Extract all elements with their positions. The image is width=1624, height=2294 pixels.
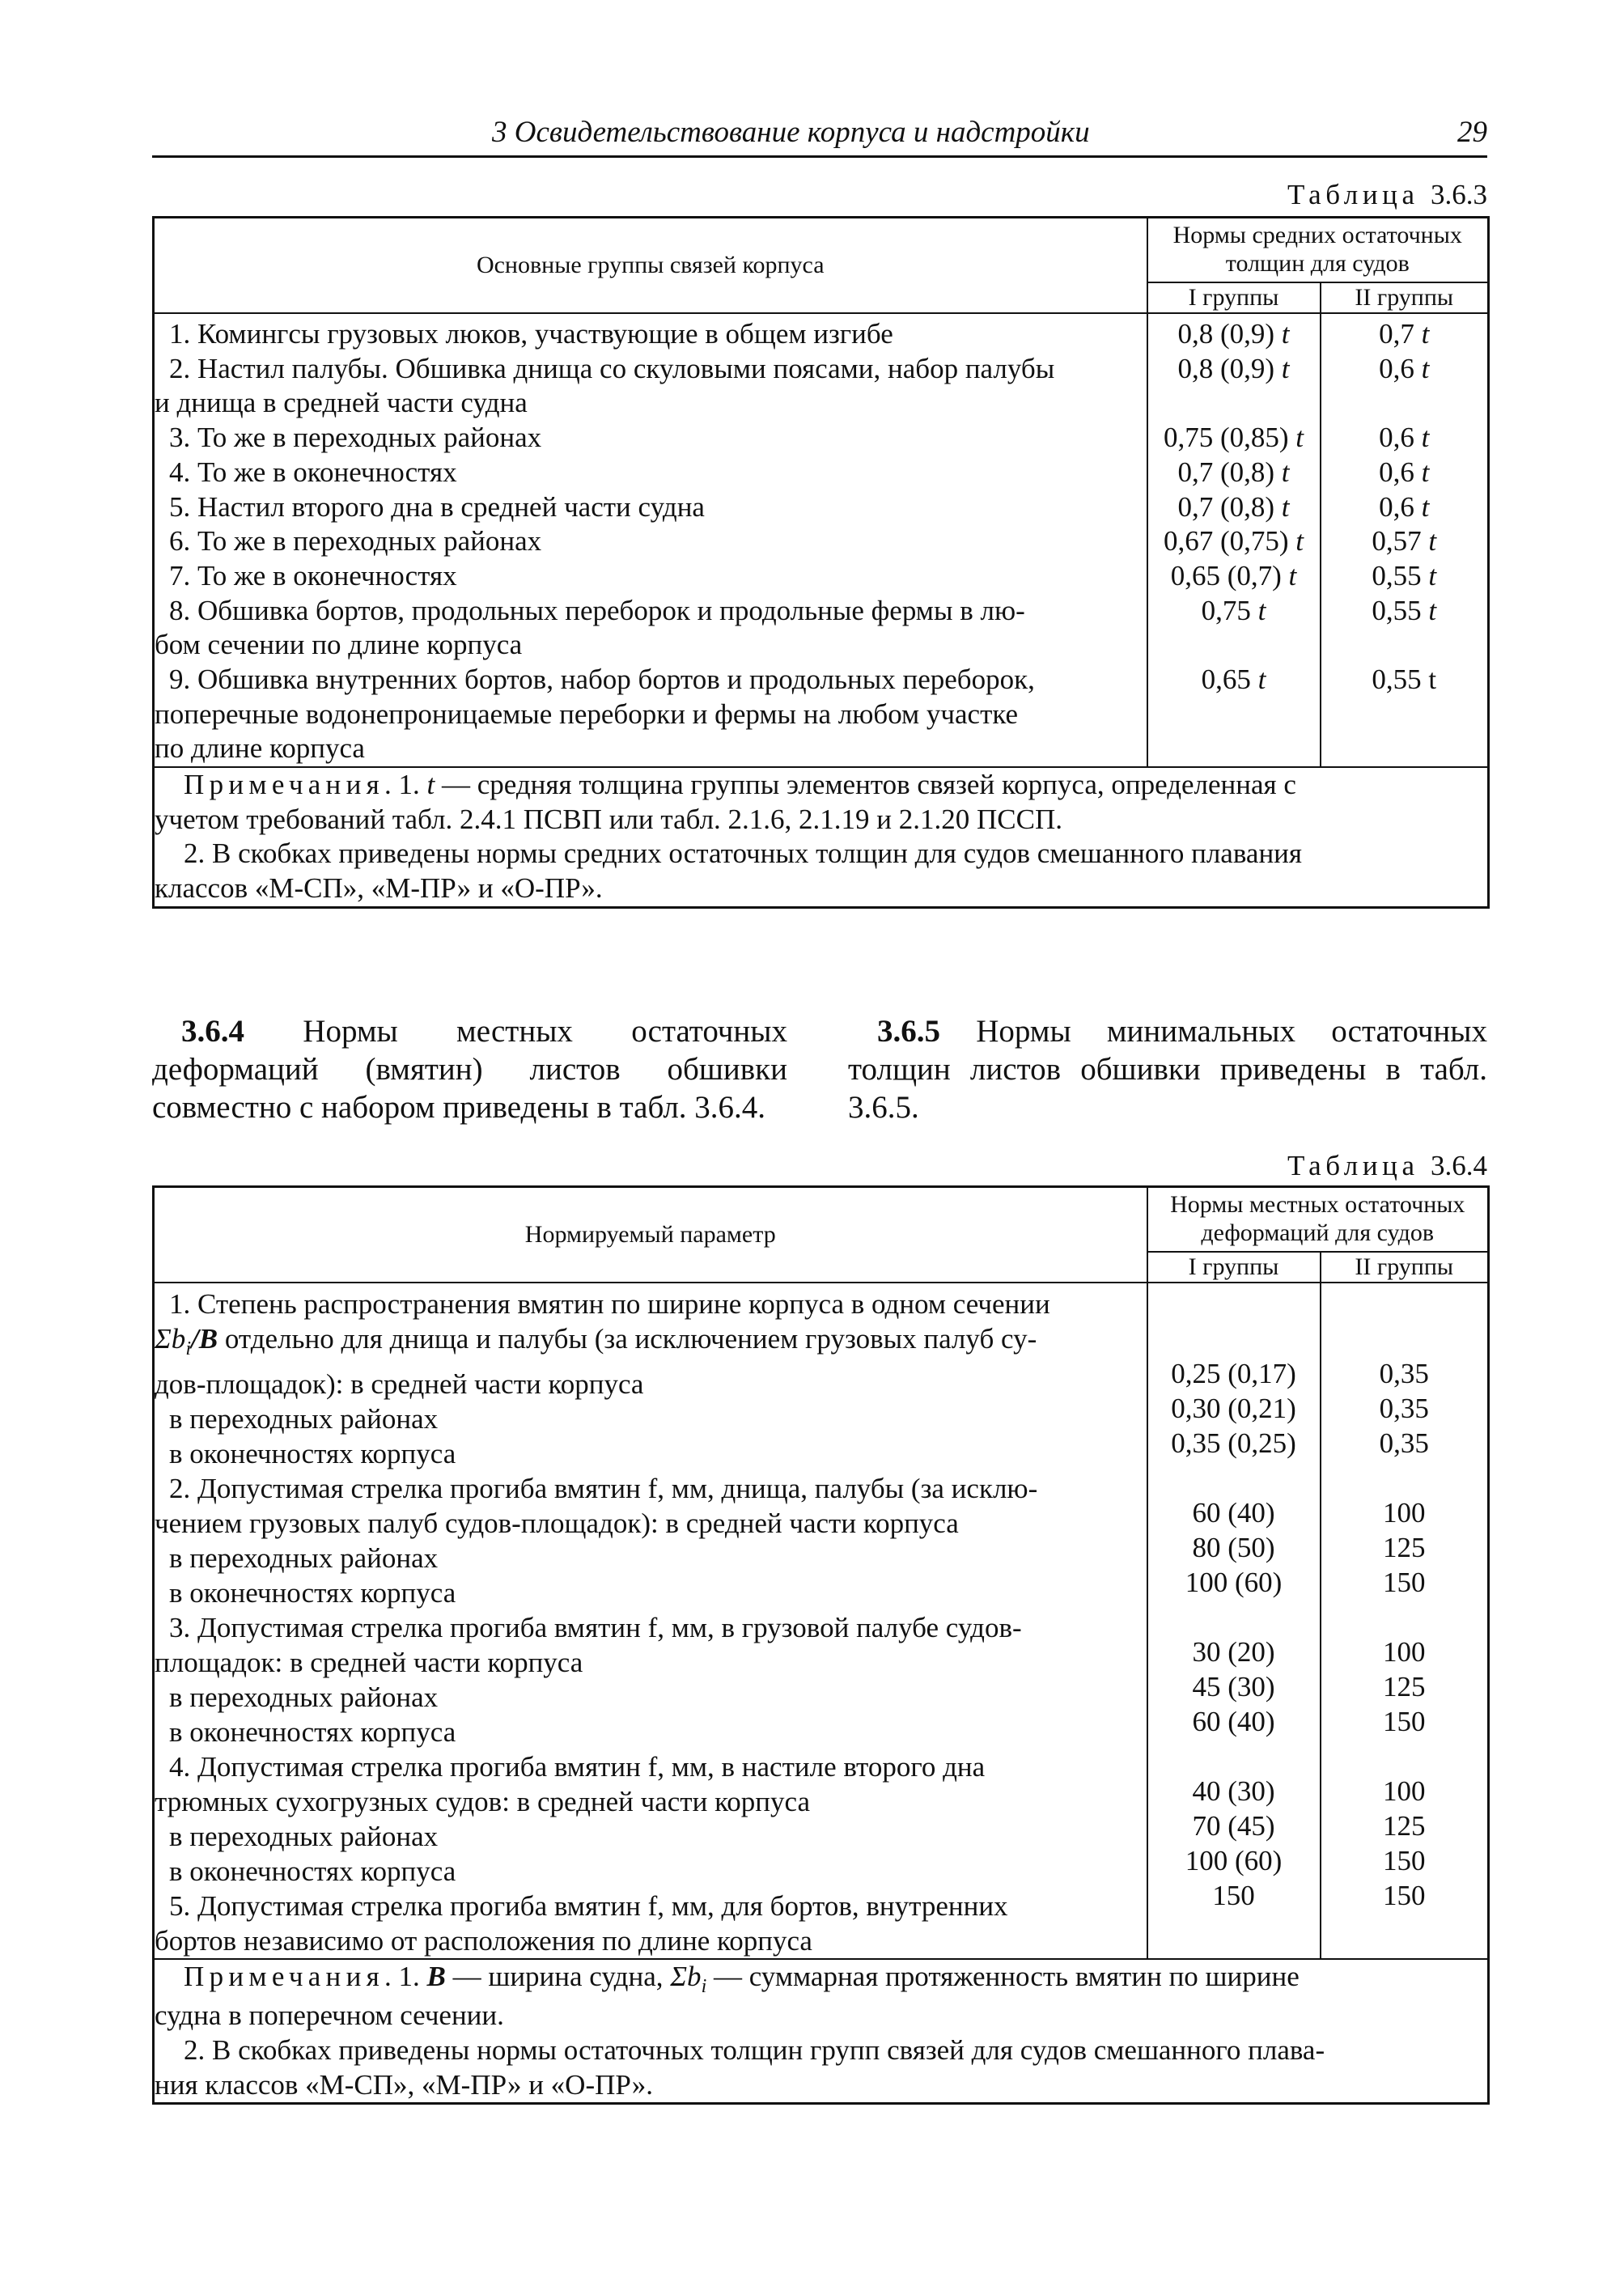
t-symbol: t [1257,594,1266,626]
r3-line-2: площадок: в средней части корпуса [155,1647,583,1679]
value-cell [1148,524,1320,559]
running-title: 3 Освидетельствование корпуса и надстройки [492,115,1090,149]
paragraph-text: Нормы местных остаточных деформаций (вмятин) листов обшивки совместно с набором приведены в табл. 3.6.4. [152,1014,787,1125]
header-group-i: I группы [1147,282,1321,314]
r5-line-2: бортов независимо от расположения по длине корпуса [155,1925,812,1957]
line-text: отдельно для днища и палубы (за исключением грузовых палуб су- [218,1323,1037,1355]
table-3-6-3-caption [1287,178,1487,213]
t-plain: t [1428,663,1437,695]
t-symbol: t [1288,559,1297,592]
value: 150 [1383,1845,1426,1877]
caption-word: Таблица [1287,1150,1419,1181]
value: 0,75 (0,85) [1163,422,1289,454]
row-8-line-1: 8. Обшивка бортов, продольных переборок и продольные фермы в лю- [169,594,1025,626]
paragraph-number: 3.6.4 [181,1014,244,1049]
value: 0,57 [1372,525,1422,558]
running-header [152,112,1487,158]
table-3-6-4-descriptions [154,1283,1147,1959]
row-5-line-1: 5. Настил второго дна в средней части судна [169,490,705,523]
note-2-line-1: 2. В скобках приведены нормы средних остаточных толщин для судов смешанного плавания [184,837,1303,870]
value-cell [1321,663,1488,698]
t-symbol: t [426,769,435,801]
r3-line-1: 3. Допустимая стрелка прогиба вмятин f, мм, в грузовой палубе судов- [169,1612,1022,1644]
value: 125 [1383,1532,1426,1564]
row-9-line-1: 9. Обшивка внутренних бортов, набор бортов и продольных переборок, [169,663,1035,695]
paragraph-3-6-5 [848,1013,1487,1126]
t-symbol: t [1428,559,1437,592]
subscript-i: i [185,1338,191,1360]
r4-line-1: 4. Допустимая стрелка прогиба вмятин f, мм, в настиле второго дна [169,1751,986,1783]
value: 125 [1383,1671,1426,1703]
header-group-ii: II группы [1321,282,1489,314]
note-text: — суммарная протяженность вмятин по ширине [713,1961,1300,1993]
t-symbol: t [1281,456,1290,488]
value: 0,55 [1372,594,1422,626]
value: 150 [1383,1567,1426,1599]
table-3-6-4-notes [154,1959,1489,2104]
note-number: 1. [398,769,420,801]
r2-line-1: 2. Допустимая стрелка прогиба вмятин f, мм, днища, палубы (за исклю- [169,1473,1038,1505]
value-cell [1148,559,1320,594]
value: 0,7 (0,8) [1177,456,1275,488]
value: 0,35 [1379,1393,1429,1425]
row-3-line-1: 3. То же в переходных районах [169,422,542,454]
value: 0,75 [1201,594,1251,626]
value-cell [1321,524,1488,559]
value: 30 (20) [1192,1636,1275,1669]
value: 0,35 [1379,1427,1429,1460]
table-3-6-3-notes [154,767,1489,907]
value-cell [1321,594,1488,629]
value-cell [1321,490,1488,525]
header-main-column: Нормируемый параметр [154,1187,1147,1283]
row-7-line-1: 7. То же в оконечностях [169,559,457,592]
value: 0,7 [1379,318,1414,350]
value: 100 [1383,1775,1426,1808]
value: 45 (30) [1192,1671,1275,1703]
r1-line-4: в переходных районах [169,1403,439,1435]
t-symbol: t [1421,422,1430,454]
value: 0,65 [1201,663,1251,695]
value-cell [1148,352,1320,387]
r2-line-3: в переходных районах [169,1542,439,1575]
value: 0,8 (0,9) [1177,352,1275,384]
t-symbol: t [1281,352,1290,384]
note-1-line-2: судна в поперечном сечении. [155,1999,504,2032]
t-symbol: t [1281,318,1290,350]
slash: / [190,1323,199,1355]
t-symbol: t [1281,490,1290,523]
value-cell [1321,421,1488,456]
value: 0,35 (0,25) [1171,1427,1296,1460]
r1-line-1: 1. Степень распространения вмятин по ширине корпуса в одном сечении [169,1288,1050,1321]
sum-b: Σb [155,1323,186,1355]
table-3-6-4-group-ii-values [1321,1283,1489,1959]
r3-line-4: в оконечностях корпуса [169,1716,456,1749]
value: 0,65 (0,7) [1170,559,1282,592]
row-8-line-2: бом сечении по длине корпуса [155,629,523,661]
caption-number: 3.6.3 [1431,179,1487,210]
row-6-line-1: 6. То же в переходных районах [169,525,542,558]
symbol-B: B [198,1323,218,1355]
t-symbol: t [1421,456,1430,488]
paragraph-3-6-4 [152,1013,787,1126]
t-symbol: t [1421,318,1430,350]
r2-line-2: чением грузовых палуб судов-площадок): в средней части корпуса [155,1507,959,1540]
value: 0,55 [1372,559,1422,592]
table-3-6-3-group-i-values [1147,313,1321,767]
value: 100 (60) [1185,1845,1283,1877]
note-text: — ширина судна, [452,1961,664,1993]
value: 150 [1383,1880,1426,1912]
r5-line-1: 5. Допустимая стрелка прогиба вмятин f, мм, для бортов, внутренних [169,1890,1008,1923]
note-2-line-1: 2. В скобках приведены нормы остаточных толщин групп связей для судов смешанного плава- [184,2034,1325,2067]
caption-number: 3.6.4 [1431,1150,1487,1181]
value: 100 [1383,1497,1426,1529]
symbol-B: B [426,1961,446,1993]
caption-word: Таблица [1287,179,1419,210]
value: 0,55 [1372,663,1422,695]
header-group-ii: II группы [1321,1252,1489,1283]
value-cell [1321,456,1488,490]
value-cell [1148,490,1320,525]
paragraph-number: 3.6.5 [877,1014,940,1049]
header-group-i: I группы [1147,1252,1321,1283]
note-1-line-1: Примечания. 1. t — средняя толщина группы элементов связей корпуса, определенная с [184,769,1296,801]
value: 0,8 (0,9) [1177,318,1275,350]
value: 0,35 [1379,1358,1429,1390]
value-cell [1148,456,1320,490]
value: 100 [1383,1636,1426,1669]
value-cell [1148,317,1320,352]
header-norms-group: Нормы местных остаточных деформаций для судов [1147,1187,1489,1252]
t-symbol: t [1295,525,1304,558]
page-number: 29 [1457,115,1487,149]
value: 0,7 (0,8) [1177,490,1275,523]
r4-line-4: в оконечностях корпуса [169,1855,456,1888]
note-2-line-2: классов «М-СП», «М-ПР» и «О-ПР». [155,872,603,905]
value: 125 [1383,1810,1426,1842]
r4-line-2: трюмных сухогрузных судов: в средней части корпуса [155,1786,811,1818]
notes-label: Примечания [184,769,385,801]
t-symbol: t [1257,663,1266,695]
value: 0,6 [1379,456,1414,488]
value-cell [1148,594,1320,629]
note-number: 1. [398,1961,420,1993]
header-norms-group: Нормы средних остаточных толщин для судов [1147,218,1489,282]
value-cell [1321,317,1488,352]
value: 100 (60) [1185,1567,1283,1599]
t-symbol: t [1295,422,1304,454]
note-text: — средняя толщина группы элементов связей корпуса, определенная с [442,769,1296,801]
header-main-column: Основные группы связей корпуса [154,218,1147,314]
value: 150 [1383,1706,1426,1738]
row-2-line-1: 2. Настил палубы. Обшивка днища со скуловыми поясами, набор палубы [169,352,1055,384]
table-3-6-3-descriptions [154,313,1147,767]
t-symbol: t [1428,594,1437,626]
r4-line-3: в переходных районах [169,1821,439,1853]
note-1-line-2: учетом требований табл. 2.4.1 ПСВП или табл. 2.1.6, 2.1.19 и 2.1.20 ПССП. [155,803,1063,835]
value: 40 (30) [1192,1775,1275,1808]
row-9-line-3: по длине корпуса [155,732,365,765]
value-cell [1321,559,1488,594]
note-1-line-1: Примечания. 1. B — ширина судна, $\Sigma b_i$ — суммарная протяженность вмятин по ширине [184,1961,1300,1998]
table-3-6-4 [152,1185,1490,2105]
table-3-6-3-group-ii-values [1321,313,1489,767]
value-cell [1148,421,1320,456]
value: 70 (45) [1192,1810,1275,1842]
value: 0,67 (0,75) [1163,525,1289,558]
value: 0,6 [1379,352,1414,384]
t-symbol: t [1421,490,1430,523]
value: 80 (50) [1192,1532,1275,1564]
value: 0,6 [1379,490,1414,523]
r1-line-2 [155,1321,1147,1367]
row-2-line-2: и днища в средней части судна [155,387,528,419]
sum-b: Σb [670,1961,702,1993]
value: 60 (40) [1192,1706,1275,1738]
value-cell [1321,352,1488,387]
paragraph-text: Нормы минимальных остаточных толщин листов обшивки приведены в табл. 3.6.5. [848,1014,1488,1125]
notes-label: Примечания [184,1961,385,1993]
t-symbol: t [1428,525,1437,558]
value: 0,25 (0,17) [1171,1358,1296,1390]
row-9-line-2: поперечные водонепроницаемые переборки и фермы на любом участке [155,698,1019,730]
r3-line-3: в переходных районах [169,1681,439,1714]
value: 60 (40) [1192,1497,1275,1529]
value: 0,6 [1379,422,1414,454]
table-3-6-4-caption [1287,1149,1487,1184]
table-3-6-4-group-i-values [1147,1283,1321,1959]
t-symbol: t [1421,352,1430,384]
value-cell [1148,663,1320,698]
row-4-line-1: 4. То же в оконечностях [169,456,457,488]
subscript-i: i [701,1976,707,1998]
note-2-line-2: ния классов «М-СП», «М-ПР» и «О-ПР». [155,2068,653,2101]
row-1-line-1: 1. Комингсы грузовых люков, участвующие в общем изгибе [169,318,893,350]
sum-symbol [155,1323,191,1360]
r1-line-5: в оконечностях корпуса [169,1438,456,1470]
value: 0,30 (0,21) [1171,1393,1296,1425]
r2-line-4: в оконечностях корпуса [169,1577,456,1609]
table-3-6-3 [152,216,1490,909]
r1-line-3: дов-площадок): в средней части корпуса [155,1368,644,1401]
value: 150 [1212,1880,1255,1912]
